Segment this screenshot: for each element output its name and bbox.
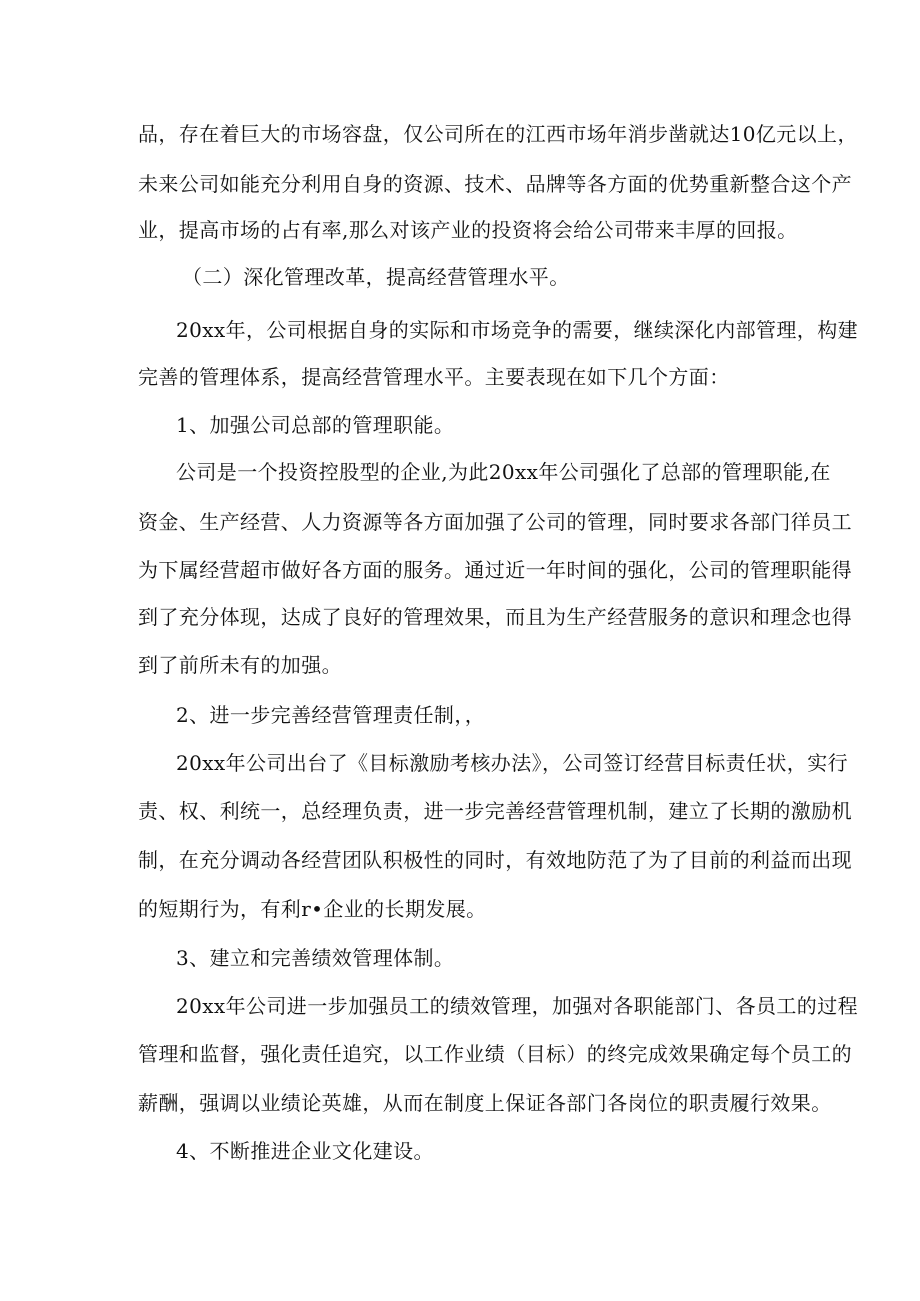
paragraph-line: 到了充分体现，达成了良好的管理效果，而且为生产经营服务的意识和理念也得 xyxy=(138,605,852,629)
paragraph-line: 公司是一个投资控股型的企业,为此20xx年公司强化了总部的管理职能,在 xyxy=(176,460,831,484)
item-heading: 3、建立和完善绩效管理体制。 xyxy=(176,946,455,970)
item-heading: 1、加强公司总部的管理职能。 xyxy=(176,413,455,437)
paragraph-line: 到了前所未有的加强。 xyxy=(138,653,342,677)
paragraph-line: 的短期行为，有利r•企业的长期发展。 xyxy=(138,897,487,921)
paragraph-line: 资金、生产经营、人力资源等各方面加强了公司的管理，同时要求各部门徉员工 xyxy=(138,510,852,534)
paragraph-line: 20xx年公司出台了《目标激励考核办法》，公司签订经营目标责任状，实行 xyxy=(176,751,849,775)
paragraph-line: 责、权、利统一，总经理负责，进一步完善经营管理机制，建立了长期的激励机 xyxy=(138,799,852,823)
item-heading: 2、进一步完善经营管理责任制，， xyxy=(176,703,486,727)
paragraph-line: 未来公司如能充分利用自身的资源、技术、品牌等各方面的优势重新整合这个产 xyxy=(138,172,852,196)
paragraph-line: 20xx年，公司根据自身的实际和市场竞争的需要，继续深化内部管理，构建 xyxy=(176,318,859,342)
paragraph-line: 为下属经营超市做好各方面的服务。通过近一年时间的强化，公司的管理职能得 xyxy=(138,558,852,582)
item-heading: 4、不断推进企业文化建设。 xyxy=(176,1139,434,1163)
section-heading: （二）深化管理改革，提高经营管理水平。 xyxy=(182,265,570,289)
paragraph-line: 业，提高市场的占有率,那么对该产业的投资将会给公司带来丰厚的回报。 xyxy=(138,218,798,242)
paragraph-line: 20xx年公司进一步加强员工的绩效管理，加强对各职能部门、各员工的过程 xyxy=(176,994,859,1018)
paragraph-line: 完善的管理体系，提高经营管理水平。主要表现在如下几个方面： xyxy=(138,365,730,389)
paragraph-line: 管理和监督，强化责任追究，以工作业绩（目标）的终完成效果确定每个员工的 xyxy=(138,1042,852,1066)
paragraph-line: 薪酬，强调以业绩论英雄，从而在制度上保证各部门各岗位的职责履行效果。 xyxy=(138,1091,832,1115)
paragraph-line: 品，存在着巨大的市场容盘，仅公司所在的江西市场年消步凿就达10亿元以上， xyxy=(138,122,858,146)
paragraph-line: 制，在充分调动各经营团队积极性的同时，有效地防范了为了目前的利益而出现 xyxy=(138,848,852,872)
